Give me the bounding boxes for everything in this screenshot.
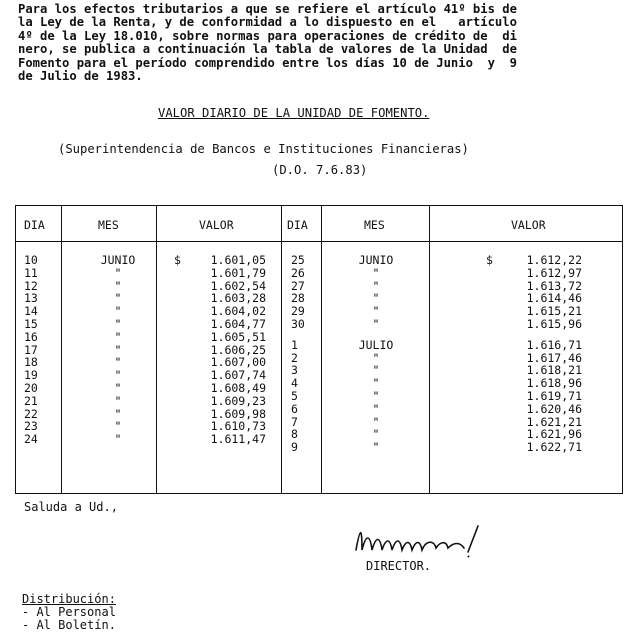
- cell-mes: ": [114, 393, 122, 408]
- cell-dia: 1: [291, 337, 298, 352]
- cell-mes: ": [372, 265, 380, 280]
- intro-line: de Julio de 1983.: [18, 69, 143, 84]
- cell-currency: $: [174, 253, 181, 267]
- cell-mes: ": [114, 291, 122, 306]
- column-divider: [281, 206, 282, 493]
- cell-valor: 1.608,49: [210, 381, 266, 395]
- publication-date: (D.O. 7.6.83): [272, 163, 368, 177]
- cell-mes: ": [114, 432, 122, 447]
- intro-line: Para los efectos tributarios a que se refiere el artículo 41º bis de: [18, 2, 517, 16]
- cell-valor: 1.609,98: [210, 406, 266, 421]
- distribution-list: [22, 593, 116, 633]
- cell-dia: 5: [291, 389, 298, 403]
- cell-dia: 2: [291, 350, 298, 365]
- cell-mes: ": [372, 440, 380, 455]
- cell-mes: ": [372, 304, 380, 319]
- cell-dia: 11: [24, 265, 38, 280]
- cell-mes: ": [114, 265, 122, 280]
- cell-mes: ": [372, 427, 380, 442]
- header-dia-left: DIA: [24, 218, 45, 232]
- distribution-heading: Distribución:: [22, 592, 116, 606]
- cell-mes: ": [372, 291, 380, 306]
- cell-valor: 1.616,71: [526, 337, 582, 352]
- distribution-item: - Al Personal: [22, 605, 116, 620]
- cell-valor: 1.618,96: [526, 376, 582, 391]
- cell-dia: 15: [24, 317, 38, 331]
- cell-dia: 28: [291, 291, 305, 306]
- cell-dia: 20: [24, 381, 38, 395]
- cell-valor: 1.614,46: [526, 291, 582, 306]
- cell-mes: ": [372, 376, 380, 391]
- cell-dia: 21: [24, 393, 38, 408]
- signature-icon: [350, 520, 500, 560]
- cell-dia: 13: [24, 291, 38, 306]
- cell-valor: 1.601,05: [210, 253, 266, 267]
- cell-dia: 30: [291, 317, 305, 331]
- header-dia-right: DIA: [287, 218, 308, 232]
- cell-dia: 3: [291, 363, 298, 378]
- cell-mes: ": [114, 342, 122, 357]
- cell-valor: 1.620,46: [526, 401, 582, 416]
- cell-valor: 1.615,96: [526, 317, 582, 331]
- cell-valor: 1.604,02: [210, 304, 266, 319]
- cell-valor: 1.602,54: [210, 278, 266, 293]
- cell-valor: 1.611,47: [210, 432, 266, 447]
- header-mes-right: MES: [364, 218, 385, 232]
- cell-dia: 23: [24, 419, 38, 434]
- cell-mes: ": [114, 329, 122, 344]
- cell-valor: 1.621,21: [526, 414, 582, 429]
- cell-mes: ": [114, 304, 122, 319]
- header-valor-right: VALOR: [511, 218, 546, 232]
- cell-dia: 27: [291, 278, 305, 293]
- cell-valor: 1.618,21: [526, 363, 582, 378]
- header-valor-left: VALOR: [199, 218, 234, 232]
- cell-mes: ": [114, 368, 122, 383]
- cell-mes: ": [372, 363, 380, 378]
- cell-valor: 1.612,22: [526, 253, 582, 267]
- cell-dia: 14: [24, 304, 38, 319]
- cell-mes: ": [372, 278, 380, 293]
- column-divider: [429, 206, 430, 493]
- cell-valor: 1.607,74: [210, 368, 266, 383]
- cell-valor: 1.607,00: [210, 355, 266, 370]
- cell-dia: 26: [291, 265, 305, 280]
- intro-paragraph: [18, 3, 624, 83]
- cell-mes: ": [114, 406, 122, 421]
- closing-salutation: Saluda a Ud.,: [24, 500, 118, 514]
- cell-mes: JULIO: [358, 337, 394, 352]
- column-divider: [61, 206, 62, 493]
- cell-dia: 6: [291, 401, 298, 416]
- cell-valor: 1.604,77: [210, 317, 266, 331]
- cell-valor: 1.609,23: [210, 393, 266, 408]
- cell-dia: 17: [24, 342, 38, 357]
- cell-valor: 1.612,97: [526, 265, 582, 280]
- cell-dia: 9: [291, 440, 298, 455]
- source-line: (Superintendencia de Bancos e Instituciones Financieras): [58, 142, 469, 156]
- cell-mes: ": [372, 389, 380, 403]
- cell-valor: 1.606,25: [210, 342, 266, 357]
- cell-mes: ": [114, 381, 122, 395]
- cell-mes: ": [114, 317, 122, 331]
- intro-line: 4º de la Ley 18.010, sobre normas para operaciones de crédito de di: [18, 28, 517, 43]
- uf-value-table: [15, 205, 623, 494]
- cell-mes: ": [372, 317, 380, 331]
- cell-dia: 25: [291, 253, 305, 267]
- cell-mes: ": [114, 355, 122, 370]
- cell-dia: 18: [24, 355, 38, 370]
- header-mes-left: MES: [98, 218, 119, 232]
- cell-dia: 29: [291, 304, 305, 319]
- cell-mes: ": [372, 401, 380, 416]
- distribution-item: - Al Boletín.: [22, 618, 116, 633]
- cell-mes: ": [372, 414, 380, 429]
- signer-title: DIRECTOR.: [366, 559, 432, 573]
- cell-mes: ": [372, 350, 380, 365]
- cell-currency: $: [486, 253, 493, 267]
- intro-line: nero, se publica a continuación la tabla de valores de la Unidad de: [18, 42, 517, 57]
- cell-valor: 1.622,71: [526, 440, 582, 455]
- cell-valor: 1.619,71: [526, 389, 582, 403]
- cell-mes: JUNIO: [358, 253, 394, 267]
- cell-valor: 1.613,72: [526, 278, 582, 293]
- cell-mes: ": [114, 278, 122, 293]
- cell-dia: 22: [24, 406, 38, 421]
- cell-valor: 1.605,51: [210, 329, 266, 344]
- cell-valor: 1.601,79: [210, 265, 266, 280]
- cell-valor: 1.603,28: [210, 291, 266, 306]
- cell-valor: 1.615,21: [526, 304, 582, 319]
- cell-dia: 12: [24, 278, 38, 293]
- column-divider: [156, 206, 157, 493]
- cell-valor: 1.621,96: [526, 427, 582, 442]
- document-title: VALOR DIARIO DE LA UNIDAD DE FOMENTO.: [158, 106, 430, 120]
- cell-valor: 1.610,73: [210, 419, 266, 434]
- intro-line: Fomento para el período comprendido entre los días 10 de Junio y 9: [18, 55, 517, 70]
- cell-dia: 4: [291, 376, 298, 391]
- cell-dia: 16: [24, 329, 38, 344]
- cell-valor: 1.617,46: [526, 350, 582, 365]
- cell-dia: 8: [291, 427, 298, 442]
- header-divider: [16, 241, 622, 242]
- cell-dia: 10: [24, 253, 38, 267]
- cell-mes: JUNIO: [100, 253, 136, 267]
- cell-dia: 19: [24, 368, 38, 383]
- column-divider: [321, 206, 322, 493]
- cell-mes: ": [114, 419, 122, 434]
- cell-dia: 7: [291, 414, 298, 429]
- intro-line: la Ley de la Renta, y de conformidad a lo dispuesto en el artículo: [18, 15, 517, 30]
- cell-dia: 24: [24, 432, 38, 447]
